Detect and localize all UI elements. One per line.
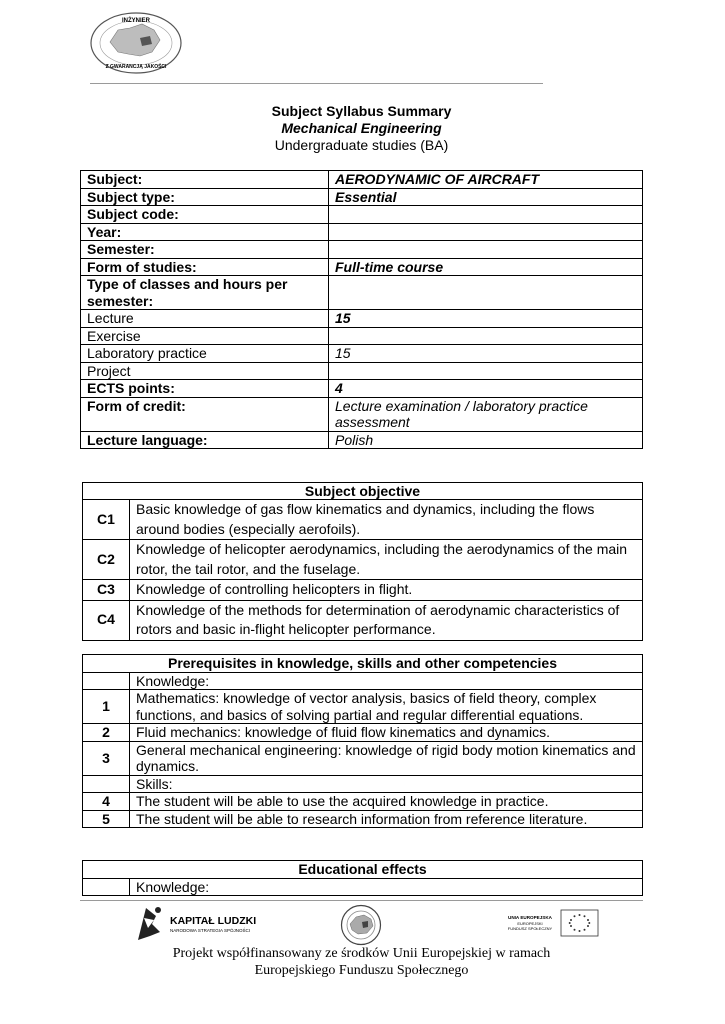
info-value: AERODYNAMIC OF AIRCRAFT bbox=[329, 171, 643, 189]
empty-cell bbox=[83, 672, 130, 690]
section-heading: Subject objective bbox=[83, 483, 643, 500]
info-label: Lecture language: bbox=[81, 431, 329, 449]
prerequisite-number: 4 bbox=[83, 793, 130, 811]
info-label: Laboratory practice bbox=[81, 345, 329, 363]
table-row bbox=[81, 258, 643, 276]
prerequisite-number: 2 bbox=[83, 724, 130, 742]
info-value: Polish bbox=[329, 431, 643, 449]
table-row bbox=[83, 775, 643, 793]
table-row bbox=[81, 431, 643, 449]
prerequisite-number: 5 bbox=[83, 810, 130, 828]
info-label: Project bbox=[81, 362, 329, 380]
table-header-row bbox=[83, 483, 643, 500]
objective-text: Knowledge of controlling helicopters in flight. bbox=[130, 580, 643, 601]
table-row bbox=[83, 810, 643, 828]
document-title: Subject Syllabus Summary bbox=[271, 103, 452, 119]
logo-top-text: INŻYNIER bbox=[121, 18, 151, 24]
table-row bbox=[83, 741, 643, 775]
info-label: Exercise bbox=[81, 327, 329, 345]
table-row bbox=[83, 793, 643, 811]
info-label: ECTS points: bbox=[81, 380, 329, 398]
info-value: Essential bbox=[329, 188, 643, 206]
prerequisite-text: General mechanical engineering: knowledge of rigid body motion kinematics and dynamics. bbox=[130, 741, 643, 775]
subject-info-table bbox=[80, 170, 643, 449]
info-label: Semester: bbox=[81, 241, 329, 259]
seal-emblem-icon bbox=[340, 904, 382, 946]
info-label: Subject: bbox=[81, 171, 329, 189]
section-heading: Educational effects bbox=[83, 861, 643, 879]
table-row bbox=[83, 690, 643, 724]
objective-code: C1 bbox=[83, 500, 130, 540]
logo-bottom-text: Z GWARANCJĄ JAKOŚCI bbox=[105, 64, 167, 70]
table-row bbox=[81, 380, 643, 398]
table-row bbox=[83, 500, 643, 540]
table-header-row bbox=[83, 861, 643, 879]
objective-text: Knowledge of helicopter aerodynamics, including the aerodynamics of the main rotor, the tail rotor, and the fuselage. bbox=[130, 540, 643, 580]
empty-cell bbox=[83, 775, 130, 793]
info-label: Type of classes and hours per semester: bbox=[81, 276, 329, 310]
info-label: Form of credit: bbox=[81, 397, 329, 431]
empty-cell bbox=[83, 878, 130, 896]
table-row bbox=[81, 206, 643, 224]
info-value bbox=[329, 241, 643, 259]
table-row bbox=[83, 878, 643, 896]
table-row bbox=[81, 362, 643, 380]
objective-code: C2 bbox=[83, 540, 130, 580]
info-value: Full-time course bbox=[329, 258, 643, 276]
table-row bbox=[81, 327, 643, 345]
table-row bbox=[81, 241, 643, 259]
objective-code: C4 bbox=[83, 600, 130, 640]
info-value bbox=[329, 276, 643, 310]
info-label: Form of studies: bbox=[81, 258, 329, 276]
engineer-quality-logo bbox=[90, 12, 182, 74]
info-label: Subject code: bbox=[81, 206, 329, 224]
objective-text: Knowledge of the methods for determination of aerodynamic characteristics of rotors and basic in-flight helicopter performance. bbox=[130, 600, 643, 640]
prerequisite-number: 1 bbox=[83, 690, 130, 724]
table-row bbox=[81, 345, 643, 363]
prerequisite-text: Mathematics: knowledge of vector analysis, basics of field theory, complex functions, and basics of solving partial and regular differential equations. bbox=[130, 690, 643, 724]
kl-subtitle: NARODOWA STRATEGIA SPÓJNOŚCI bbox=[170, 928, 251, 933]
table-row bbox=[83, 600, 643, 640]
footer-funding-note bbox=[80, 946, 643, 979]
table-header-row bbox=[83, 655, 643, 673]
table-row bbox=[81, 276, 643, 310]
program-name: Mechanical Engineering bbox=[281, 120, 442, 136]
prerequisite-text: Fluid mechanics: knowledge of fluid flow kinematics and dynamics. bbox=[130, 724, 643, 742]
knowledge-label: Knowledge: bbox=[130, 878, 643, 896]
section-heading: Prerequisites in knowledge, skills and other competencies bbox=[83, 655, 643, 673]
table-row bbox=[83, 540, 643, 580]
prerequisite-number: 3 bbox=[83, 741, 130, 775]
info-value bbox=[329, 327, 643, 345]
footer-line-1: Projekt współfinansowany ze środków Unii Europejskiej w ramach bbox=[172, 946, 551, 961]
knowledge-label: Knowledge: bbox=[130, 672, 643, 690]
eu-line1: UNIA EUROPEJSKA bbox=[508, 915, 552, 920]
table-row bbox=[81, 188, 643, 206]
subject-objective-table bbox=[82, 482, 643, 641]
eu-line2: EUROPEJSKI bbox=[517, 921, 543, 926]
prerequisite-text: The student will be able to research information from reference literature. bbox=[130, 810, 643, 828]
info-label: Year: bbox=[81, 223, 329, 241]
footer-divider bbox=[80, 900, 643, 901]
info-value: 15 bbox=[329, 345, 643, 363]
eu-social-fund-logo bbox=[505, 908, 600, 940]
table-row bbox=[81, 397, 643, 431]
document-title-block bbox=[80, 103, 643, 154]
objective-code: C3 bbox=[83, 580, 130, 601]
info-value bbox=[329, 362, 643, 380]
study-level: Undergraduate studies (BA) bbox=[274, 137, 449, 153]
info-label: Subject type: bbox=[81, 188, 329, 206]
header-divider bbox=[90, 83, 543, 84]
prerequisites-table bbox=[82, 654, 643, 828]
table-row bbox=[83, 724, 643, 742]
info-value: 15 bbox=[329, 310, 643, 328]
info-value: Lecture examination / laboratory practice assessment bbox=[329, 397, 643, 431]
skills-label: Skills: bbox=[130, 775, 643, 793]
educational-effects-table bbox=[82, 860, 643, 896]
table-row bbox=[81, 171, 643, 189]
eu-line3: FUNDUSZ SPOŁECZNY bbox=[507, 926, 553, 931]
table-row bbox=[83, 580, 643, 601]
table-row bbox=[81, 223, 643, 241]
table-row bbox=[81, 310, 643, 328]
prerequisite-text: The student will be able to use the acquired knowledge in practice. bbox=[130, 793, 643, 811]
footer-line-2: Europejskiego Funduszu Społecznego bbox=[254, 962, 469, 978]
info-value bbox=[329, 206, 643, 224]
table-row bbox=[83, 672, 643, 690]
kl-title: KAPITAŁ LUDZKI bbox=[170, 915, 257, 927]
info-value: 4 bbox=[329, 380, 643, 398]
info-value bbox=[329, 223, 643, 241]
info-label: Lecture bbox=[81, 310, 329, 328]
objective-text: Basic knowledge of gas flow kinematics and dynamics, including the flows around bodies (especially aerofoils). bbox=[130, 500, 643, 540]
kapital-ludzki-logo bbox=[136, 902, 266, 944]
